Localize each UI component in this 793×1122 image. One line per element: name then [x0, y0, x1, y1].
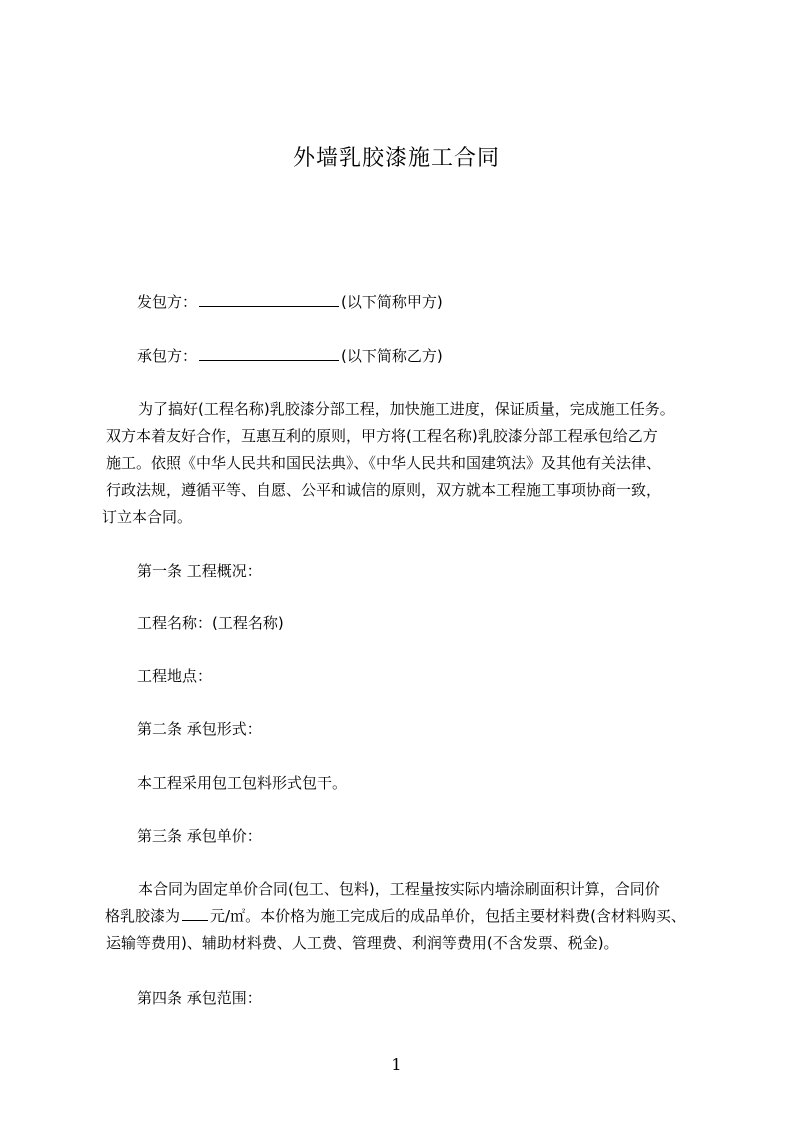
- party-b-suffix: (以下简称乙方): [341, 347, 443, 365]
- document-title: 外墙乳胶漆施工合同: [292, 146, 500, 171]
- party-b-blank[interactable]: [199, 346, 339, 361]
- article2-heading: 第二条 承包形式：: [137, 720, 262, 738]
- article3-line: 运输等费用)、辅助材料费、人工费、管理费、利润等费用(不含发票、税金)。: [106, 934, 619, 952]
- party-b-label: 承包方：: [137, 347, 198, 365]
- party-a-blank[interactable]: [199, 292, 339, 307]
- preamble-line: 行政法规，遵循平等、自愿、公平和诚信的原则，双方就本工程施工事项协商一致，: [106, 481, 662, 499]
- party-a-line: [137, 291, 443, 312]
- article3-price-suffix: 元/㎡。本价格为施工完成后的成品单价，包括主要材料费(含材料购买、: [210, 907, 686, 925]
- article3-line: 本合同为固定单价合同(包工、包料)，工程量按实际内墙涂刷面积计算，合同价: [138, 880, 660, 898]
- article3-price-prefix: 格乳胶漆为: [105, 907, 181, 925]
- party-b-line: [137, 345, 443, 366]
- page-number: 1: [391, 1055, 402, 1074]
- preamble-line: 施工。依照《中华人民共和国民法典》、《中华人民共和国建筑法》及其他有关法律、: [106, 454, 662, 472]
- article3-paragraph: [106, 876, 726, 957]
- article3-line: [105, 903, 726, 930]
- preamble-line: 为了搞好(工程名称)乳胶漆分部工程，加快施工进度，保证质量，完成施工任务。: [138, 400, 675, 418]
- preamble-line: 双方本着友好合作，互惠互利的原则，甲方将(工程名称)乳胶漆分部工程承包给乙方: [106, 427, 658, 445]
- article3-heading: 第三条 承包单价：: [137, 827, 262, 845]
- article2-text: 本工程采用包工包料形式包干。: [137, 774, 348, 792]
- article1-heading: 第一条 工程概况：: [137, 562, 262, 580]
- preamble-paragraph: [102, 396, 726, 531]
- article4-heading: 第四条 承包范围：: [137, 989, 262, 1007]
- article1-project-location: 工程地点：: [137, 667, 213, 685]
- preamble-line: 订立本合同。: [102, 508, 193, 526]
- unit-price-blank[interactable]: [182, 906, 208, 921]
- party-a-suffix: (以下简称甲方): [341, 293, 443, 311]
- article1-project-name: 工程名称：(工程名称): [137, 614, 284, 632]
- party-a-label: 发包方：: [137, 293, 198, 311]
